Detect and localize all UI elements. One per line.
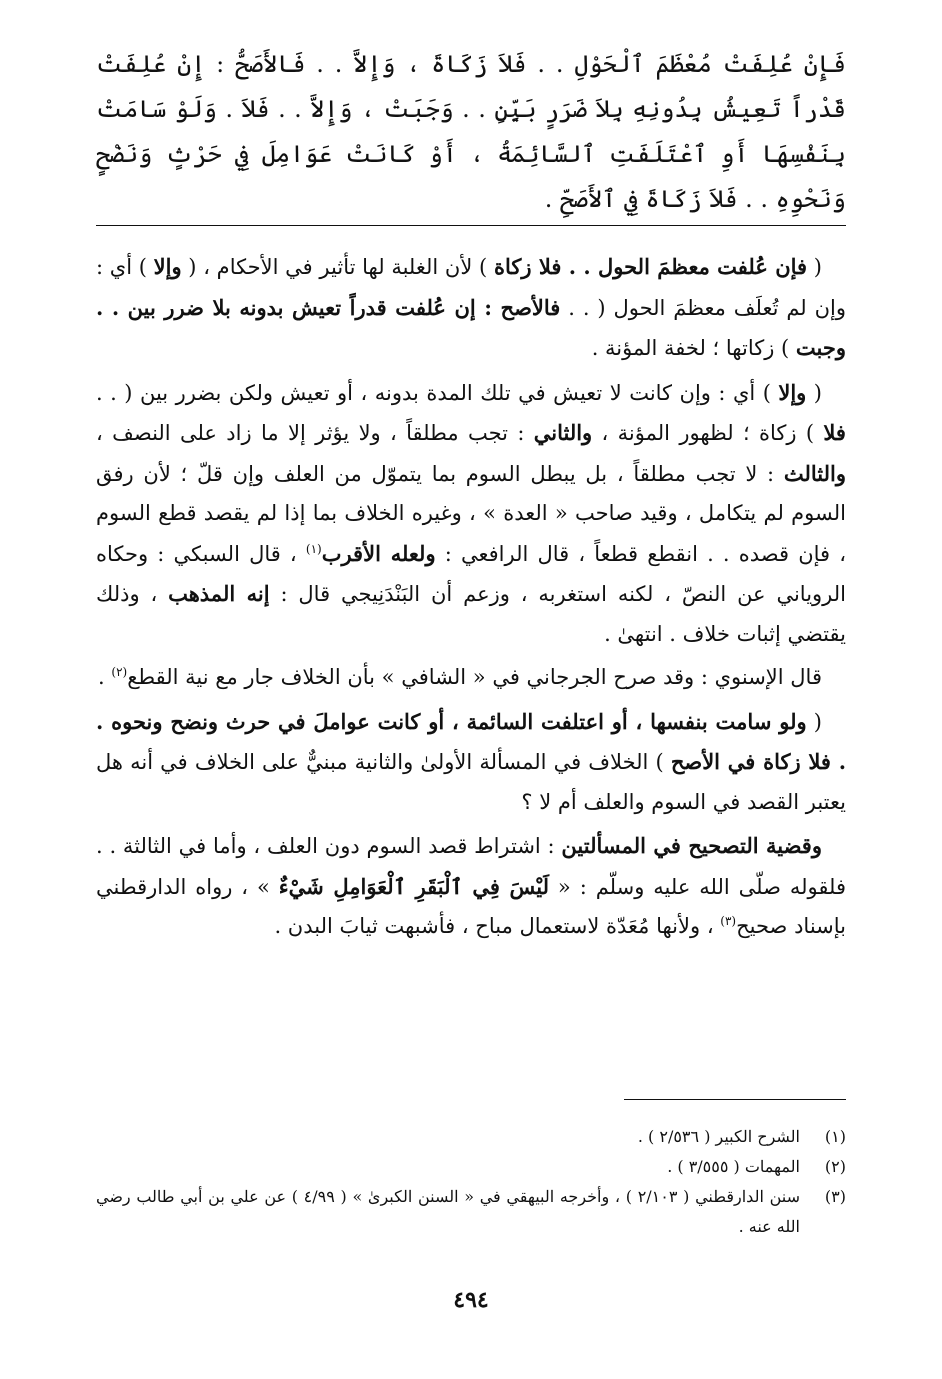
commentary-segment: ) الخلاف في المسألة الأولىٰ والثانية مبنيٌّ على الخلاف في أنه هل يعتبر القصد في السوم والعلف أم لا ؟ (96, 750, 846, 814)
commentary-segment: ( (806, 380, 822, 405)
sharh-commentary (96, 247, 846, 951)
footnotes (96, 1122, 846, 1242)
commentary-segment: ) زكاتها ؛ لخفة المؤنة . (591, 336, 796, 360)
sharh-paragraph (96, 247, 846, 369)
footnote-number: (١) (824, 1127, 846, 1146)
sharh-paragraph (96, 373, 846, 655)
footnote (96, 1152, 846, 1182)
commentary-segment: : لا تجب مطلقاً ، بل يبطل السوم بما يتموّل من العلف وإن قلّ ؛ لأن رفق السوم لم يتكامل ، وقيد صاحب « العدة » ، وغيره الخلاف بما إذا لم يقصد قطع السوم ، فإن قصده . . انقطع قطعاً ، قال الرافعي : (96, 461, 846, 566)
footnote-number: (٢) (824, 1157, 846, 1176)
commentary-segment: ، وذلك يقتضي إثبات خلاف . انتهىٰ . (96, 582, 846, 646)
commentary-segment: ، قال السبكي : وحكاه الروياني عن النصّ ، لكنه استغربه ، وزعم أن البَنْدَنِيجي قال : (96, 541, 847, 606)
quoted-matn-segment: ولو سامت بنفسها ، أو اعتلفت السائمة ، أو كانت عواملَ في حرث ونضح ونحوه . . فلا زكاة في الأصح (96, 708, 847, 774)
commentary-segment: » ، رواه الدارقطني بإسناد صحيح (96, 874, 846, 938)
quoted-matn-segment: فالأصح : إن عُلفت قدراً تعيش بدونه بلا ضرر بين . . وجبت (96, 294, 846, 360)
commentary-segment: ) أي : وإن لم تُعلَف معظمَ الحول ( . . (96, 255, 846, 320)
quoted-matn-segment: فإن عُلفت معظمَ الحول . . فلا زكاة (493, 254, 808, 279)
commentary-segment: قال الإسنوي : وقد صرح الجرجاني في « الشافي » بأن الخلاف جار مع نية القطع (127, 665, 822, 689)
quoted-matn-segment: والثاني (533, 420, 593, 445)
footnote-reference: (٢) (111, 665, 128, 679)
commentary-segment: ، ولأنها مُعَدّة لاستعمال مباح ، فأشبهت ثيابَ البدن . (274, 914, 721, 938)
quoted-matn-segment: وإلا (153, 254, 182, 279)
quoted-matn-segment: ولعله الأقرب (321, 540, 436, 566)
commentary-segment: : تجب مطلقاً ، ولا يؤثر إلا ما زاد على النصف ، (96, 421, 534, 445)
quoted-matn-segment: وإلا (778, 379, 807, 405)
quoted-matn-segment: وقضية التصحيح في المسألتين (561, 833, 822, 858)
footnote-number: (٣) (824, 1187, 846, 1206)
quoted-matn-segment: إنه المذهب (168, 581, 270, 606)
sharh-paragraph (96, 702, 846, 823)
footnote-text: المهمات ( ٣/٥٥٥ ) . (667, 1157, 800, 1176)
quoted-matn-segment: فلا (823, 420, 846, 445)
commentary-segment: . (98, 665, 112, 689)
page-number: ٤٩٤ (453, 1287, 489, 1313)
footnote-text: الشرح الكبير ( ٢/٥٣٦ ) . (637, 1127, 800, 1146)
matn-text: فَإِنْ عُلِفَتْ مُعْظَمَ ٱلْحَوْلِ . . فَلاَ زَكَاةَ ، وَإِلاَّ . . فَالأَصَحُّ : إِنْ عُلِفَتْ قَدْراً تَعِيشُ بِدُونِهِ بِلاَ ضَرَرٍ بَيِّنٍ . . وَجَبَتْ ، وَإِلاَّ . . فَلاَ . وَلَوْ سَامَتْ بِنَفْسِهَا أَوِ ٱعْتَلَفَتِ ٱلسَّائِمَةُ ، أَوْ كَانَتْ عَوَامِلَ فِي حَرْثٍ وَنَضْحٍ وَنَحْوِهِ . . فَلاَ زَكَاةَ فِي ٱلأَصَحِّ . (96, 50, 846, 213)
quoted-matn-segment: لَيْسَ فِي ٱلْبَقَرِ ٱلْعَوَامِلِ شَيْءٌ (278, 873, 549, 899)
commentary-segment: : اشتراط قصد السوم دون العلف ، وأما في الثالثة . . فلقوله صلّى الله عليه وسلّم : « (96, 834, 847, 899)
commentary-segment: ) زكاة ؛ لظهور المؤنة ، (592, 421, 824, 445)
footnote-separator-rule (624, 1099, 846, 1100)
matn-separator-rule (96, 225, 846, 226)
commentary-segment: ( (807, 255, 823, 279)
footnote (96, 1182, 846, 1242)
sharh-paragraph (96, 658, 846, 698)
sharh-paragraph (96, 826, 846, 947)
footnote-reference: (٣) (720, 914, 737, 928)
footnote (96, 1122, 846, 1152)
commentary-segment: ) أي : وإن كانت لا تعيش في تلك المدة بدونه ، أو تعيش ولكن بضرر بين ( . . (96, 380, 779, 405)
footnote-text: سنن الدارقطني ( ٢/١٠٣ ) ، وأخرجه البيهقي في « السنن الكبرىٰ » ( ٤/٩٩ ) عن علي بن أبي طالب رضي الله عنه . (96, 1187, 800, 1236)
commentary-segment: ) لأن الغلبة لها تأثير في الأحكام ، ( (181, 255, 494, 279)
quoted-matn-segment: والثالث (783, 460, 846, 486)
commentary-segment: ( (806, 709, 822, 734)
footnote-reference: (١) (305, 541, 322, 556)
